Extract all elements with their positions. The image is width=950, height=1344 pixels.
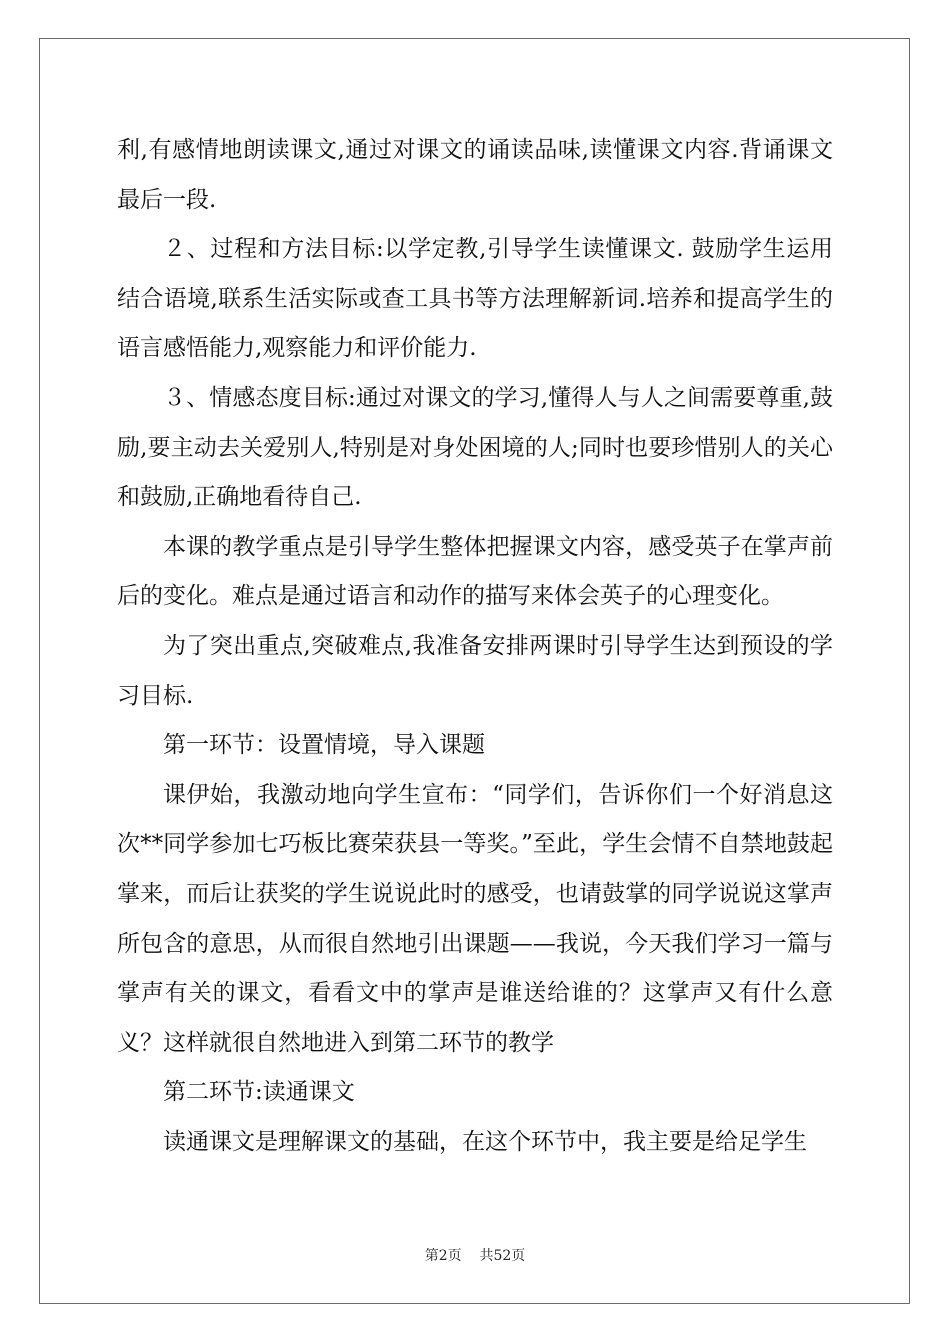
footer-gap [462, 1248, 480, 1264]
section-heading: 第二环节:读通课文 [163, 1079, 355, 1106]
paragraph: 为了突出重点,突破难点,我准备安排两课时引导学生达到预设的学习目标. [117, 632, 833, 709]
page-number: 第2页 [424, 1248, 462, 1264]
total-pages: 共52页 [479, 1248, 526, 1264]
paragraph: ３、情感态度目标:通过对课文的学习,懂得人与人之间需要尊重,鼓励,要主动去关爱别人,特别是对身处困境的人;同时也要珍惜别人的关心和鼓励,正确地看待自己. [117, 384, 833, 511]
paragraph: 课伊始，我激动地向学生宣布：“同学们，告诉你们一个好消息这次**同学参加七巧板比赛荣获县一等奖。”至此，学生会情不自禁地鼓起掌来，而后让获奖的学生说说此时的感受，也请鼓掌的同学说说这掌声所包含的意思，从而很自然地引出课题——我说，今天我们学习一篇与掌声有关的课文，看看文中的掌声是谁送给谁的？这掌声又有什么意义？这样就很自然地进入到第二环节的教学 [117, 781, 833, 1056]
section-heading: 第一环节：设置情境，导入课题 [163, 732, 485, 759]
document-body [117, 126, 833, 1167]
paragraph: 读通课文是理解课文的基础，在这个环节中，我主要是给足学生 [163, 1128, 807, 1155]
page-footer [0, 1245, 950, 1265]
paragraph: ２、过程和方法目标:以学定教,引导学生读懂课文. 鼓励学生运用结合语境,联系生活实际或查工具书等方法理解新词.培养和提高学生的语言感悟能力,观察能力和评价能力. [117, 236, 833, 362]
paragraph: 利,有感情地朗读课文,通过对课文的诵读品味,读懂课文内容.背诵课文最后一段. [117, 137, 833, 213]
paragraph: 本课的教学重点是引导学生整体把握课文内容，感受英子在掌声前后的变化。难点是通过语言和动作的描写来体会英子的心理变化。 [117, 533, 833, 610]
